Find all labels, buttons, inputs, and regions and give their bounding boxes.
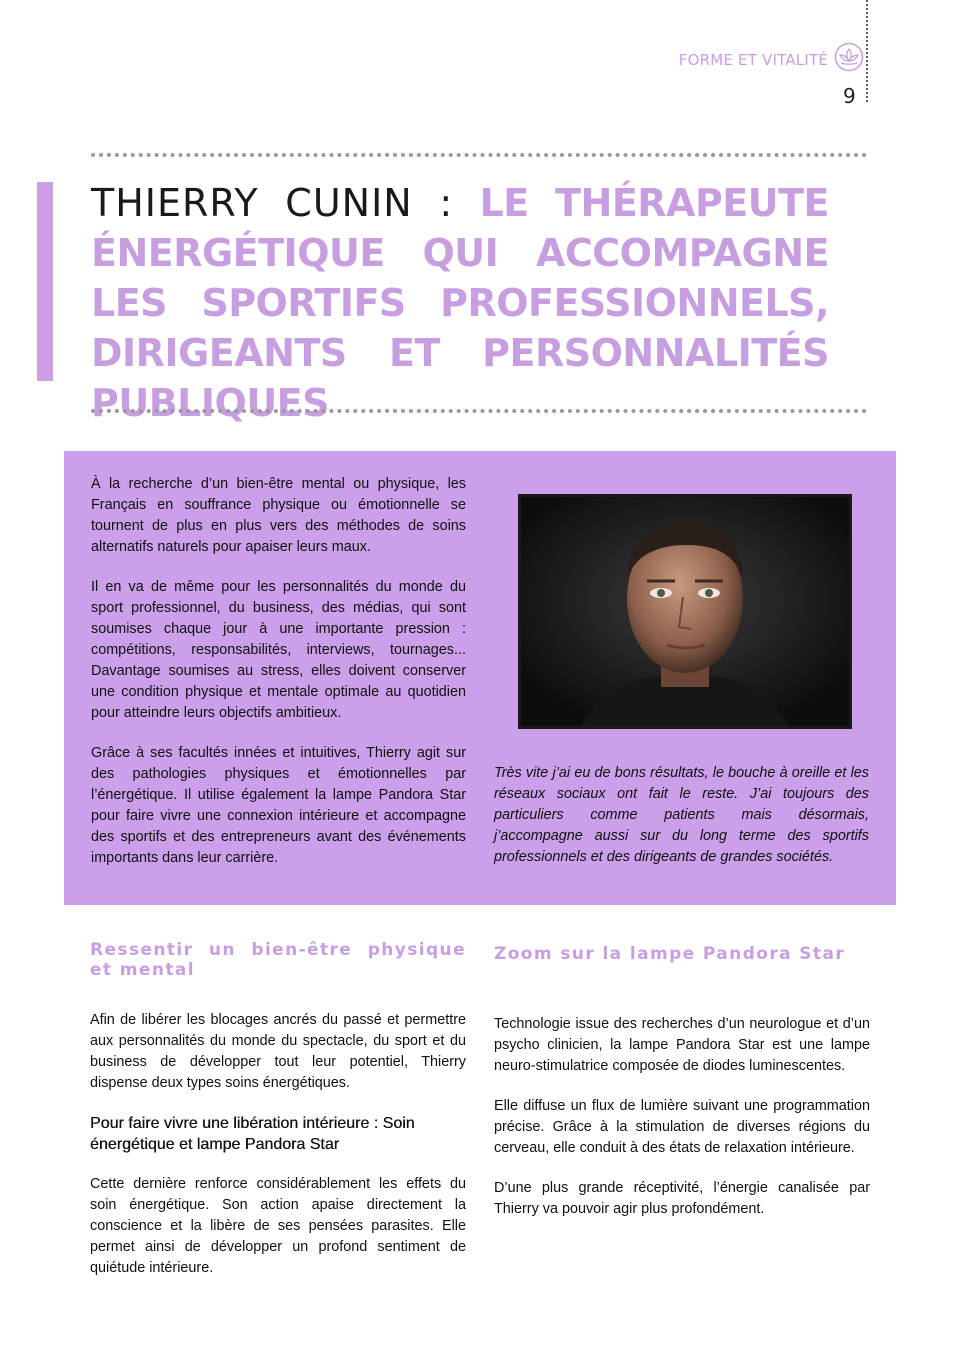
pull-quote: Très vite j’ai eu de bons résultats, le bouche à oreille et les réseaux sociaux ont fait le reste. J’ai toujours des particuliers comme patients mais désormais, j’accompagne aussi sur du long terme des sportifs professionnels et des dirigeants de grandes sociétés. xyxy=(494,765,869,865)
section-name: FORME ET VITALITÉ xyxy=(678,51,828,69)
right-paragraph: Technologie issue des recherches d’un neurologue et d’un psycho clinicien, la lampe Pandora Star est une lampe neuro-stimulatrice composée de diodes luminescentes. xyxy=(494,1016,870,1074)
left-paragraph: Afin de libérer les blocages ancrés du passé et permettre aux personnalités du monde du spectacle, du sport et du business de développer tout leur potentiel, Thierry dispense deux types soins énergétiques. xyxy=(90,1012,466,1091)
right-heading: Zoom sur la lampe Pandora Star xyxy=(494,944,846,964)
lotus-icon xyxy=(834,42,864,72)
right-paragraph: Elle diffuse un flux de lumière suivant une programmation précise. Grâce à la stimulation de diverses régions du cerveau, elle conduit à des états de relaxation intérieure. xyxy=(494,1098,870,1156)
right-paragraph: D’une plus grande réceptivité, l’énergie canalisée par Thierry va pouvoir agir plus profondément. xyxy=(494,1180,870,1217)
top-dotted-divider xyxy=(91,153,867,157)
portrait-photo xyxy=(518,494,852,729)
page-number: 9 xyxy=(843,84,856,108)
left-column xyxy=(90,940,466,1298)
title-name: THIERRY CUNIN : xyxy=(91,181,454,225)
intro-text xyxy=(91,474,466,888)
title-rest: LE THÉRAPEUTE ÉNERGÉTIQUE QUI ACCOMPAGNE LES SPORTIFS PROFESSIONNELS, DIRIGEANTS ET PERSONNALITÉS PUBLIQUES xyxy=(91,181,829,425)
header-divider xyxy=(866,0,868,102)
intro-paragraph: Il en va de même pour les personnalités du monde du sport professionnel, du business, des médias, qui sont soumises chaque jour à une importante pression : compétitions, responsabilités, interviews, tournages... Davantage soumises au stress, elles doivent conserver une condition physique et mentale optimale au quotidien pour atteindre leurs objectifs ambitieux. xyxy=(91,579,466,721)
intro-paragraph: Grâce à ses facultés innées et intuitives, Thierry agit sur des pathologies physiques et émotionnelles par l’énergétique. Il utilise également la lampe Pandora Star pour faire vivre une connexion intérieure et accompagne des sportifs et des entrepreneurs avant des événements importants dans leur carrière. xyxy=(91,745,466,866)
left-heading: Ressentir un bien-être physique et mental xyxy=(90,940,466,980)
left-paragraph: Cette dernière renforce considérablement les effets du soin énergétique. Son action apaise directement la conscience et la libère de ses pensées parasites. Elle permet ainsi de développer un profond sentiment de quiétude intérieure. xyxy=(90,1176,466,1276)
left-subheading: Pour faire vivre une libération intérieure : Soin énergétique et lampe Pandora Star xyxy=(90,1115,415,1153)
title-accent-bar xyxy=(37,182,53,381)
bottom-dotted-divider xyxy=(91,409,867,413)
article-title xyxy=(91,178,829,428)
right-column xyxy=(494,940,870,1239)
intro-paragraph: À la recherche d’un bien-être mental ou physique, les Français en souffrance physique ou émotionnelle se tournent de plus en plus vers des méthodes de soins alternatifs naturels pour apaiser leurs maux. xyxy=(91,476,466,555)
